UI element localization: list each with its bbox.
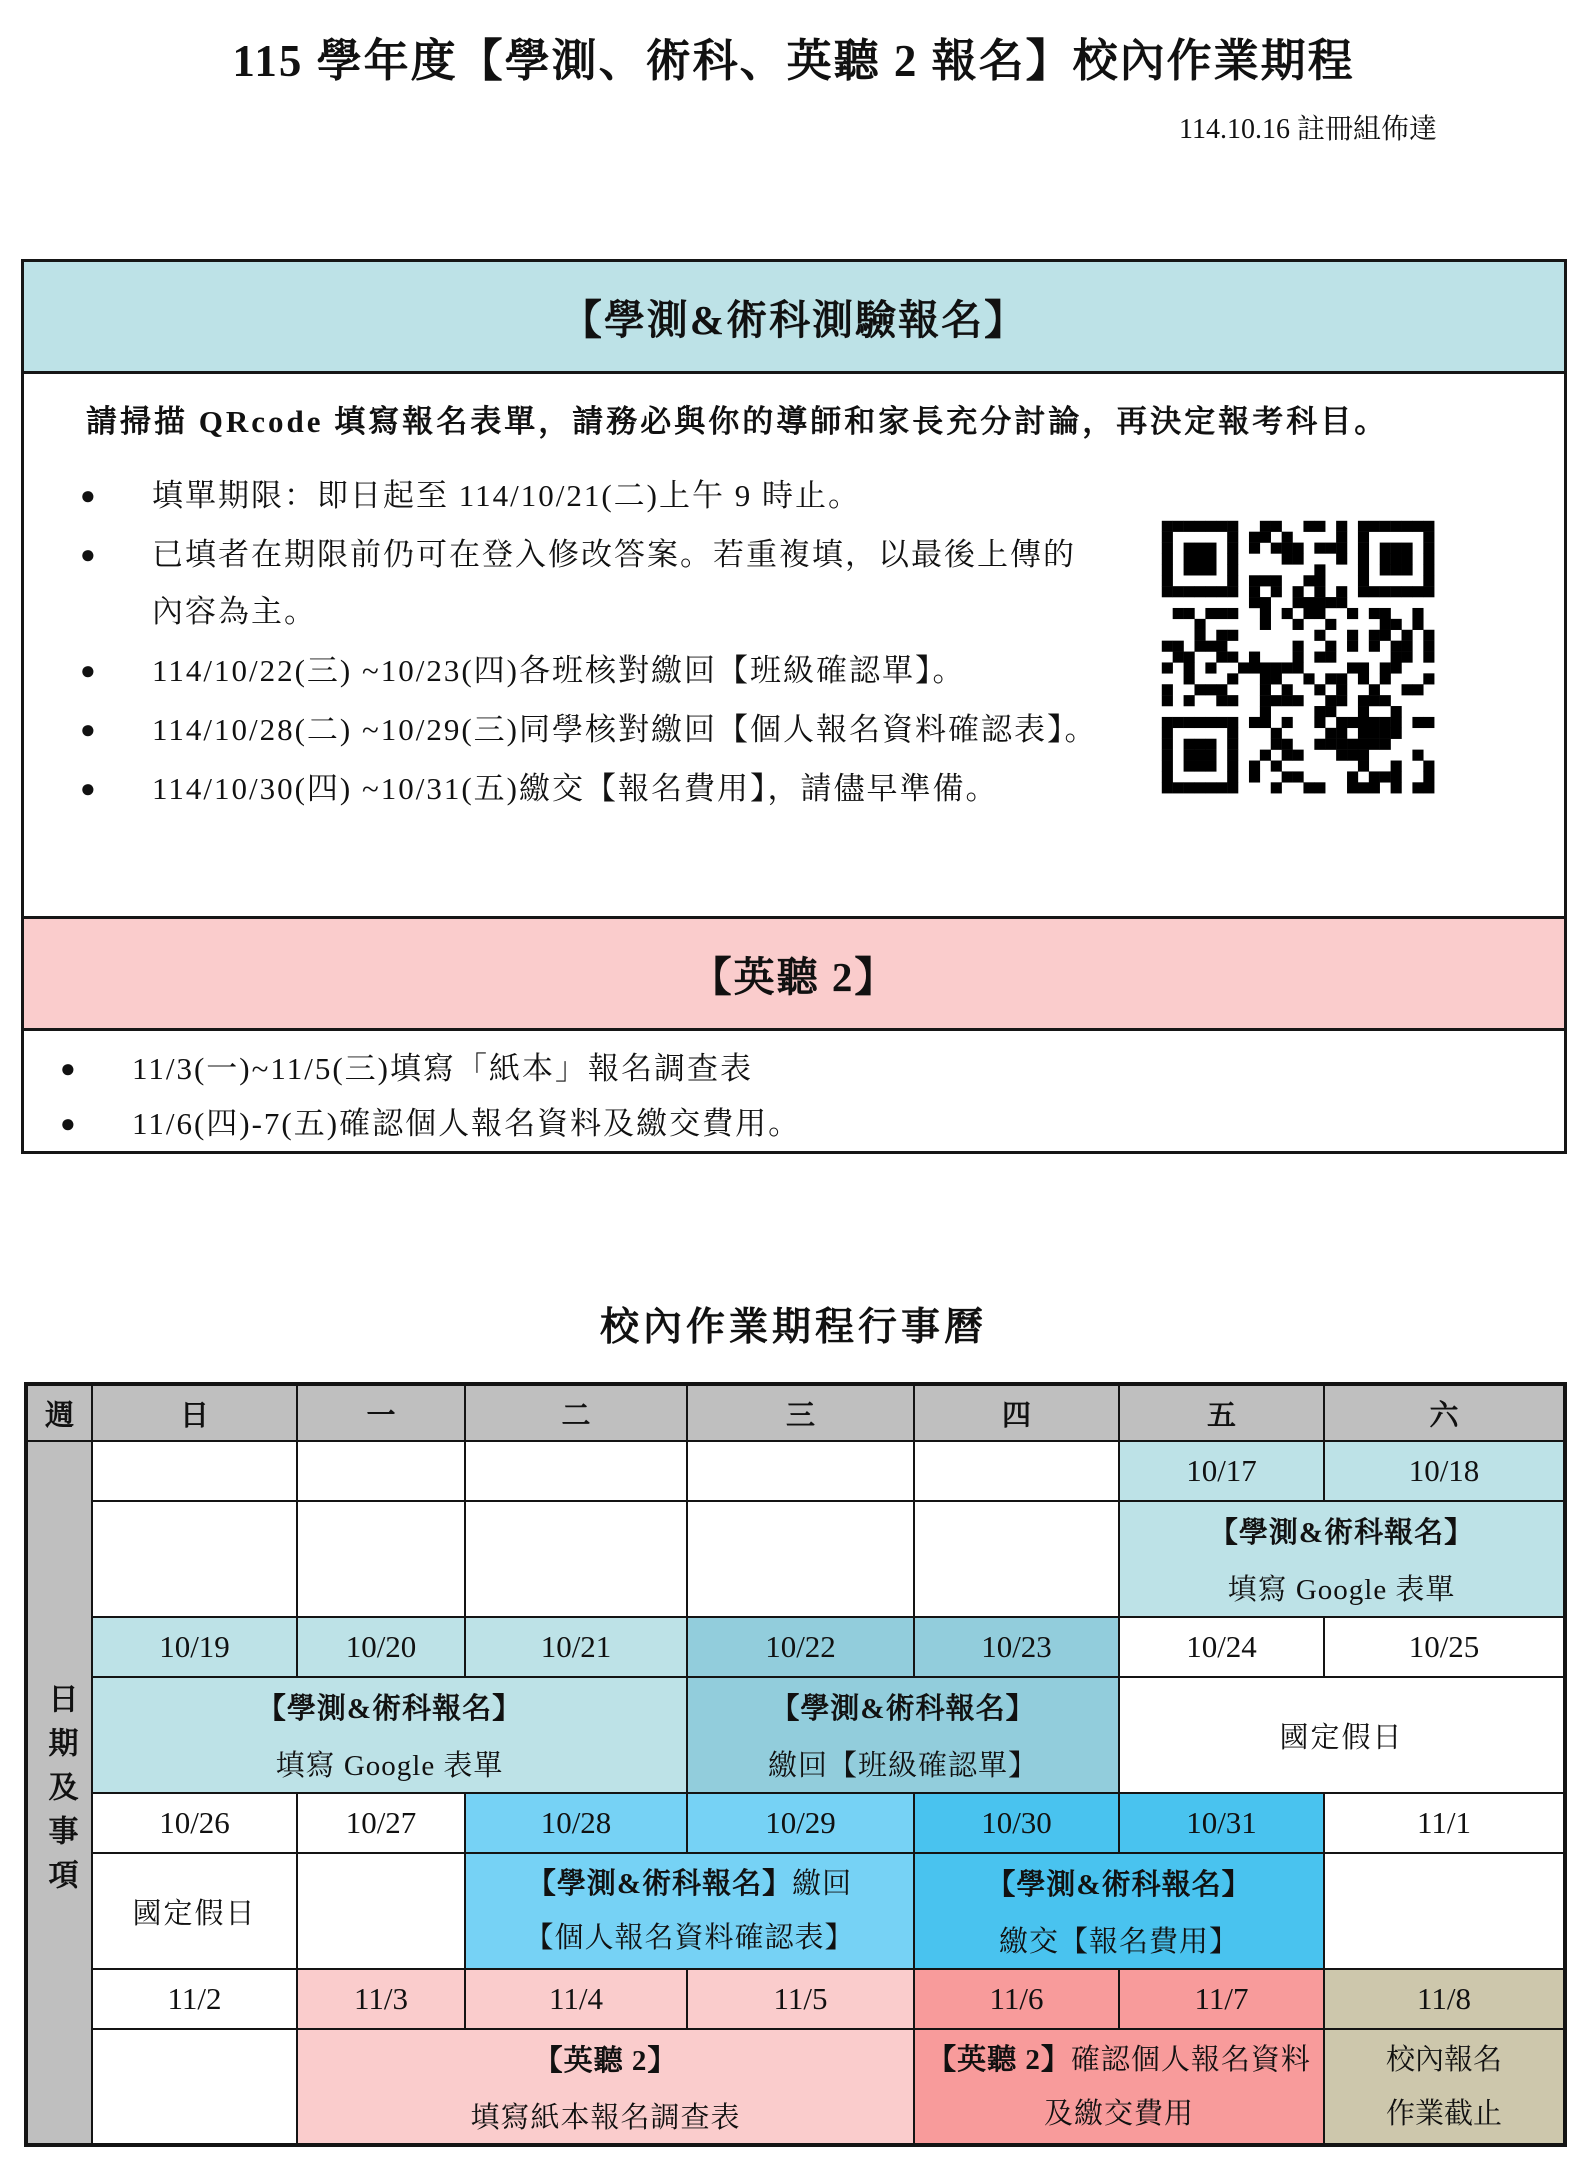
event-cell-national-holiday bbox=[1119, 1677, 1565, 1793]
header-tue: 二 bbox=[465, 1384, 687, 1441]
empty-cell bbox=[92, 1441, 297, 1501]
header-sun: 日 bbox=[92, 1384, 297, 1441]
date-cell: 10/19 bbox=[92, 1617, 297, 1677]
header-thu: 四 bbox=[914, 1384, 1119, 1441]
week3-date-row bbox=[26, 1793, 1565, 1853]
empty-cell bbox=[465, 1501, 687, 1617]
date-cell: 11/1 bbox=[1324, 1793, 1565, 1853]
date-cell: 11/8 bbox=[1324, 1969, 1565, 2029]
gsat-section-body bbox=[24, 374, 1564, 917]
empty-cell bbox=[914, 1441, 1119, 1501]
event-title: 【學測&術科報名】 bbox=[770, 1693, 1036, 1725]
empty-cell bbox=[687, 1441, 914, 1501]
week4-event-row bbox=[26, 2029, 1565, 2145]
listening-section-header: 【英聽 2】 bbox=[24, 916, 1564, 1031]
event-cell-national-holiday bbox=[92, 1853, 297, 1969]
side-label-cell bbox=[26, 1441, 92, 2145]
date-cell: 11/6 bbox=[914, 1969, 1119, 2029]
calendar-title: 校內作業期程行事曆 bbox=[599, 1306, 987, 1349]
qr-instruction-text: 請掃描 QRcode 填寫報名表單，請務必與你的導師和家長充分討論，再決定報考科目。 bbox=[86, 403, 1389, 439]
empty-cell bbox=[465, 1441, 687, 1501]
event-text: 【學測&術科報名】繳回 【個人報名資料確認表】 bbox=[524, 1868, 855, 1954]
gsat-bullet-list bbox=[44, 467, 1100, 819]
empty-cell bbox=[297, 1853, 465, 1969]
event-cell-listening-confirm bbox=[914, 2029, 1324, 2145]
list-item: ● 114/10/30(四) ~10/31(五)繳交【報名費用】，請儘早準備。 bbox=[80, 760, 1100, 817]
date-cell: 10/30 bbox=[914, 1793, 1119, 1853]
date-cell: 10/23 bbox=[914, 1617, 1119, 1677]
event-desc: 繳交【報名費用】 bbox=[998, 1926, 1239, 1958]
header-week: 週 bbox=[26, 1384, 92, 1441]
gsat-section-header: 【學測&術科測驗報名】 bbox=[24, 262, 1564, 374]
list-item: ● 填單期限：即日起至 114/10/21(二)上午 9 時止。 bbox=[80, 467, 1100, 524]
event-desc: 填寫紙本報名調查表 bbox=[470, 2101, 741, 2134]
date-cell: 10/25 bbox=[1324, 1617, 1565, 1677]
week1-date-row bbox=[26, 1441, 1565, 1501]
list-item: ● 114/10/28(二) ~10/29(三)同學核對繳回【個人報名資料確認表】。 bbox=[80, 701, 1100, 758]
event-desc: 作業截止 bbox=[1385, 2097, 1502, 2130]
date-cell: 10/21 bbox=[465, 1617, 687, 1677]
date-cell: 10/18 bbox=[1324, 1441, 1565, 1501]
empty-cell bbox=[92, 1501, 297, 1617]
event-cell-deadline bbox=[1324, 2029, 1565, 2145]
event-title: 【英聽 2】 bbox=[533, 2044, 678, 2077]
side-label: 日期及事項 bbox=[43, 1682, 77, 1903]
date-cell: 10/20 bbox=[297, 1617, 465, 1677]
date-cell: 11/3 bbox=[297, 1969, 465, 2029]
date-cell: 10/17 bbox=[1119, 1441, 1324, 1501]
empty-cell bbox=[1324, 1853, 1565, 1969]
header-fri: 五 bbox=[1119, 1384, 1324, 1441]
week2-date-row bbox=[26, 1617, 1565, 1677]
date-cell: 10/31 bbox=[1119, 1793, 1324, 1853]
page-title: 115 學年度【學測、術科、英聽 2 報名】校內作業期程 bbox=[232, 36, 1355, 86]
event-cell-gsat-form bbox=[92, 1677, 687, 1793]
list-item: ● 11/6(四)-7(五)確認個人報名資料及繳交費用。 bbox=[60, 1096, 1564, 1151]
empty-cell bbox=[687, 1501, 914, 1617]
event-cell-fee-payment bbox=[914, 1853, 1324, 1969]
event-cell-class-confirm bbox=[687, 1677, 1119, 1793]
event-desc: 校內報名 bbox=[1385, 2043, 1502, 2076]
document-page bbox=[0, 24, 1587, 2159]
schedule-calendar-table bbox=[24, 1382, 1567, 2147]
header-mon: 一 bbox=[297, 1384, 465, 1441]
event-desc: 填寫 Google 表單 bbox=[1227, 1574, 1456, 1606]
exam-registration-box bbox=[21, 259, 1567, 1154]
date-cell: 11/5 bbox=[687, 1969, 914, 2029]
list-item: ● 已填者在期限前仍可在登入修改答案。若重複填，以最後上傳的內容為主。 bbox=[80, 526, 1100, 640]
table-header-row bbox=[26, 1384, 1565, 1441]
week4-date-row bbox=[26, 1969, 1565, 2029]
event-title: 【學測&術科報名】 bbox=[1208, 1517, 1475, 1549]
empty-cell bbox=[92, 2029, 297, 2145]
event-desc: 國定假日 bbox=[1279, 1721, 1404, 1754]
announcement-date: 114.10.16 註冊組佈達 bbox=[1179, 114, 1437, 145]
listening-bullet-list bbox=[24, 1031, 1564, 1151]
event-cell-gsat-form bbox=[1119, 1501, 1565, 1617]
list-item: ● 114/10/22(三) ~10/23(四)各班核對繳回【班級確認單】。 bbox=[80, 642, 1100, 699]
list-item: ● 11/3(一)~11/5(三)填寫「紙本」報名調查表 bbox=[60, 1041, 1564, 1096]
empty-cell bbox=[297, 1501, 465, 1617]
week1-event-row bbox=[26, 1501, 1565, 1617]
event-desc: 繳回【班級確認單】 bbox=[767, 1750, 1038, 1782]
date-cell: 10/24 bbox=[1119, 1617, 1324, 1677]
date-cell: 11/2 bbox=[92, 1969, 297, 2029]
date-cell: 10/29 bbox=[687, 1793, 914, 1853]
empty-cell bbox=[914, 1501, 1119, 1617]
date-cell: 11/7 bbox=[1119, 1969, 1324, 2029]
empty-cell bbox=[297, 1441, 465, 1501]
event-desc: 國定假日 bbox=[132, 1897, 257, 1930]
event-cell-listening-survey bbox=[297, 2029, 914, 2145]
date-cell: 10/27 bbox=[297, 1793, 465, 1853]
week3-event-row bbox=[26, 1853, 1565, 1969]
date-cell: 10/28 bbox=[465, 1793, 687, 1853]
event-cell-personal-confirm bbox=[465, 1853, 914, 1969]
date-cell: 10/22 bbox=[687, 1617, 914, 1677]
date-cell: 10/26 bbox=[92, 1793, 297, 1853]
qr-code bbox=[1140, 499, 1456, 819]
event-desc: 填寫 Google 表單 bbox=[275, 1750, 504, 1782]
event-text: 【英聽 2】確認個人報名資料及繳交費用 bbox=[927, 2043, 1311, 2130]
date-cell: 11/4 bbox=[465, 1969, 687, 2029]
week2-event-row bbox=[26, 1677, 1565, 1793]
event-title: 【學測&術科報名】 bbox=[986, 1869, 1252, 1901]
header-wed: 三 bbox=[687, 1384, 914, 1441]
header-sat: 六 bbox=[1324, 1384, 1565, 1441]
event-title: 【學測&術科報名】 bbox=[256, 1693, 523, 1725]
